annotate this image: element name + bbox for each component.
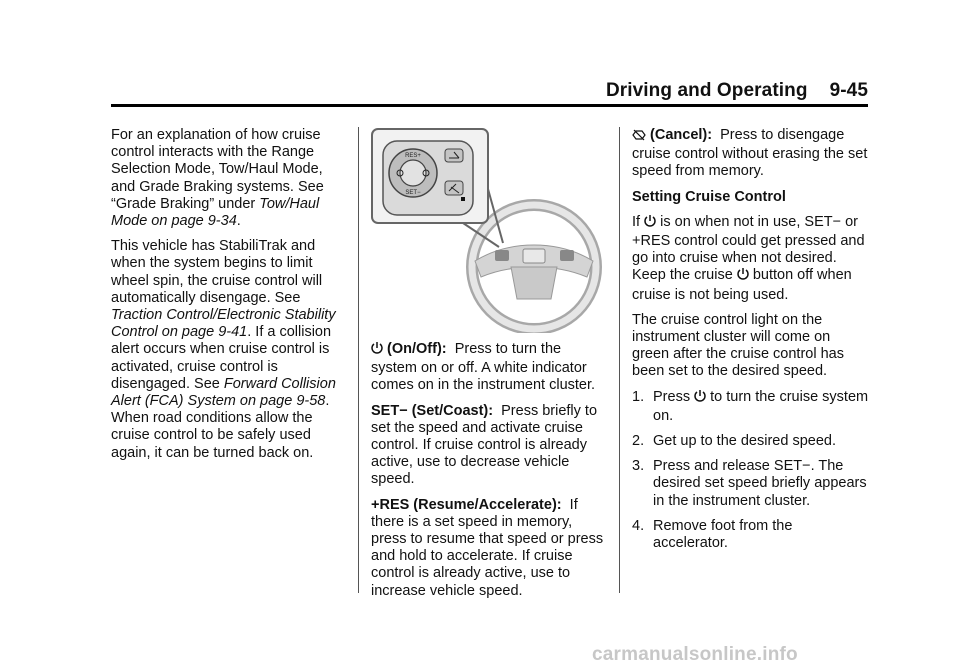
column-2 [371,127,607,608]
cruise-power-icon [694,389,706,408]
section-title: Driving and Operating [605,80,808,101]
if-on-paragraph: If is on when not in use, SET− or +RES control could get pressed and go into cruise when not desired. Keep the cruise button off when cruise is not being used. [632,213,865,303]
range-selection-paragraph: For an explanation of how cruise control interacts with the Range Selection Mode, Tow/Haul Mode, and Grade Braking systems. See “Grade Braking” under Tow/Haul Mode on page 9-34. [111,127,324,230]
traction-control-link[interactable]: Traction Control/Electronic Stability Control on page 9-41 [111,307,336,341]
column-3 [632,127,870,560]
cruise-power-icon [737,267,749,286]
svg-text:SET−: SET− [405,190,421,196]
cruise-power-icon [371,341,383,360]
column-divider [619,127,620,593]
setting-cruise-heading: Setting Cruise Control [632,188,786,205]
cruise-light-paragraph: The cruise control light on the instrument cluster will come on green after the cruise control has been set to the desired speed. [632,311,844,380]
on-off-description: (On/Off): Press to turn the system on or off. A white indicator comes on in the instrument cluster. [371,341,596,394]
page-header [111,80,868,107]
column-divider [358,127,359,593]
page-number: 9-45 [829,80,868,101]
fca-link[interactable]: Forward Collision Alert (FCA) System on page 9-58 [111,375,336,410]
cruise-power-icon [644,214,656,233]
header-title [606,80,868,102]
list-item: 4. Remove foot from the accelerator. [632,517,793,552]
tow-haul-link[interactable]: Tow/Haul Mode on page 9-34 [111,195,320,230]
resume-accelerate-description: +RES (Resume/Accelerate): If there is a set speed in memory, press to resume that speed or press and hold to accelerate. If cruise control is already active, use to increase vehicle speed. [371,496,604,599]
svg-text:RES+: RES+ [405,153,421,159]
setting-steps [632,389,870,553]
list-item: 2. Get up to the desired speed. [632,433,836,450]
set-coast-description: SET− (Set/Coast): Press briefly to set the speed and activate cruise control. If cruise control is already active, use to decrease vehicle speed. [371,402,598,488]
list-item: 1. Press to turn the cruise system on. [632,388,869,424]
watermark: carmanualsonline.info [592,644,798,665]
cruise-cancel-icon [632,129,646,146]
cancel-description: (Cancel): Press to disengage cruise control without erasing the set speed from memory. [632,127,868,180]
steering-wheel-illustration [371,127,607,333]
stabilitrak-paragraph: This vehicle has StabiliTrak and when the system begins to limit wheel spin, the cruise control will automatically disengage. See Traction Control/Electronic Stability Control on page 9-41. If a collision alert occurs when cruise control is activated, cruise control is disengaged. See Forward Collision Alert (FCA) System on page 9-58. When road conditions allow the cruise control to be safely used again, it can be turned back on. [111,238,336,461]
list-item: 3. Press and release SET−. The desired set speed briefly appears in the instrument cluster. [632,458,867,509]
column-1 [111,127,347,470]
